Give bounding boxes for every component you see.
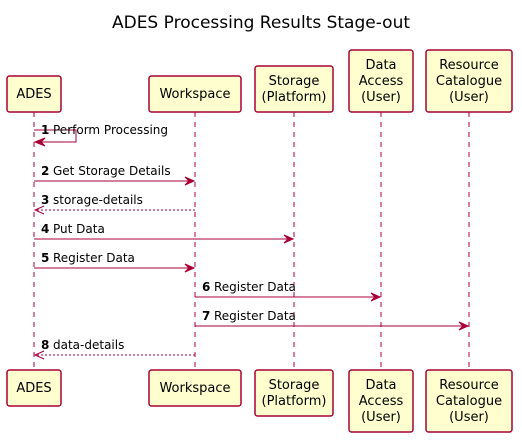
- message-number: 8: [41, 338, 50, 352]
- message-number: 4: [41, 222, 50, 236]
- participant-storage-bottom: [255, 370, 333, 416]
- participant-label: Data: [365, 378, 397, 393]
- participant-label: Catalogue: [435, 394, 503, 409]
- participant-label: (Platform): [261, 90, 327, 105]
- message-text: Register Data: [214, 309, 296, 323]
- participant-label: (Platform): [261, 394, 327, 409]
- message-number: 6: [202, 280, 211, 294]
- participant-label: Workspace: [159, 87, 231, 102]
- participant-label: ADES: [16, 381, 52, 396]
- message-8: [35, 338, 195, 359]
- participant-label: Workspace: [159, 381, 231, 396]
- message-text: Perform Processing: [53, 123, 168, 137]
- participant-ades-top: [7, 76, 61, 112]
- message-6: [195, 280, 380, 301]
- participant-label: (User): [449, 90, 489, 105]
- participant-workspace-top: [149, 76, 241, 112]
- message-5: [34, 251, 194, 272]
- message-text: storage-details: [53, 193, 143, 207]
- participant-label: (User): [449, 410, 489, 425]
- message-text: Get Storage Details: [53, 164, 171, 178]
- participant-label: Access: [358, 394, 404, 409]
- message-text: Register Data: [53, 251, 135, 265]
- participant-label: Access: [358, 74, 404, 89]
- participant-box: [255, 370, 333, 416]
- participant-box: [255, 66, 333, 112]
- participant-workspace-bottom: [149, 370, 241, 406]
- message-1: [34, 123, 168, 146]
- participant-label: Resource: [439, 378, 499, 393]
- message-text: Register Data: [214, 280, 296, 294]
- participant-label: Storage: [268, 378, 320, 393]
- message-number: 2: [41, 164, 50, 178]
- participant-data-access-bottom: [349, 370, 413, 432]
- participant-label: (User): [361, 90, 401, 105]
- message-3: [35, 193, 195, 214]
- message-text: data-details: [53, 338, 125, 352]
- participant-label: Storage: [268, 74, 320, 89]
- participant-resource-catalogue-top: [426, 50, 512, 112]
- participant-label: Resource: [439, 58, 499, 73]
- diagram-title: ADES Processing Results Stage-out: [111, 13, 411, 33]
- message-text: Put Data: [53, 222, 105, 236]
- message-number: 7: [202, 309, 211, 323]
- message-7: [195, 309, 468, 330]
- participant-label: ADES: [16, 87, 52, 102]
- participant-label: Catalogue: [435, 74, 503, 89]
- message-number: 5: [41, 251, 50, 265]
- message-number: 1: [41, 123, 50, 137]
- participant-data-access-top: [349, 50, 413, 112]
- participant-storage-top: [255, 66, 333, 112]
- message-2: [34, 164, 194, 185]
- message-4: [34, 222, 293, 243]
- participant-label: Data: [365, 58, 397, 73]
- participant-ades-bottom: [7, 370, 61, 406]
- participant-label: (User): [361, 410, 401, 425]
- message-number: 3: [41, 193, 50, 207]
- participant-resource-catalogue-bottom: [426, 370, 512, 432]
